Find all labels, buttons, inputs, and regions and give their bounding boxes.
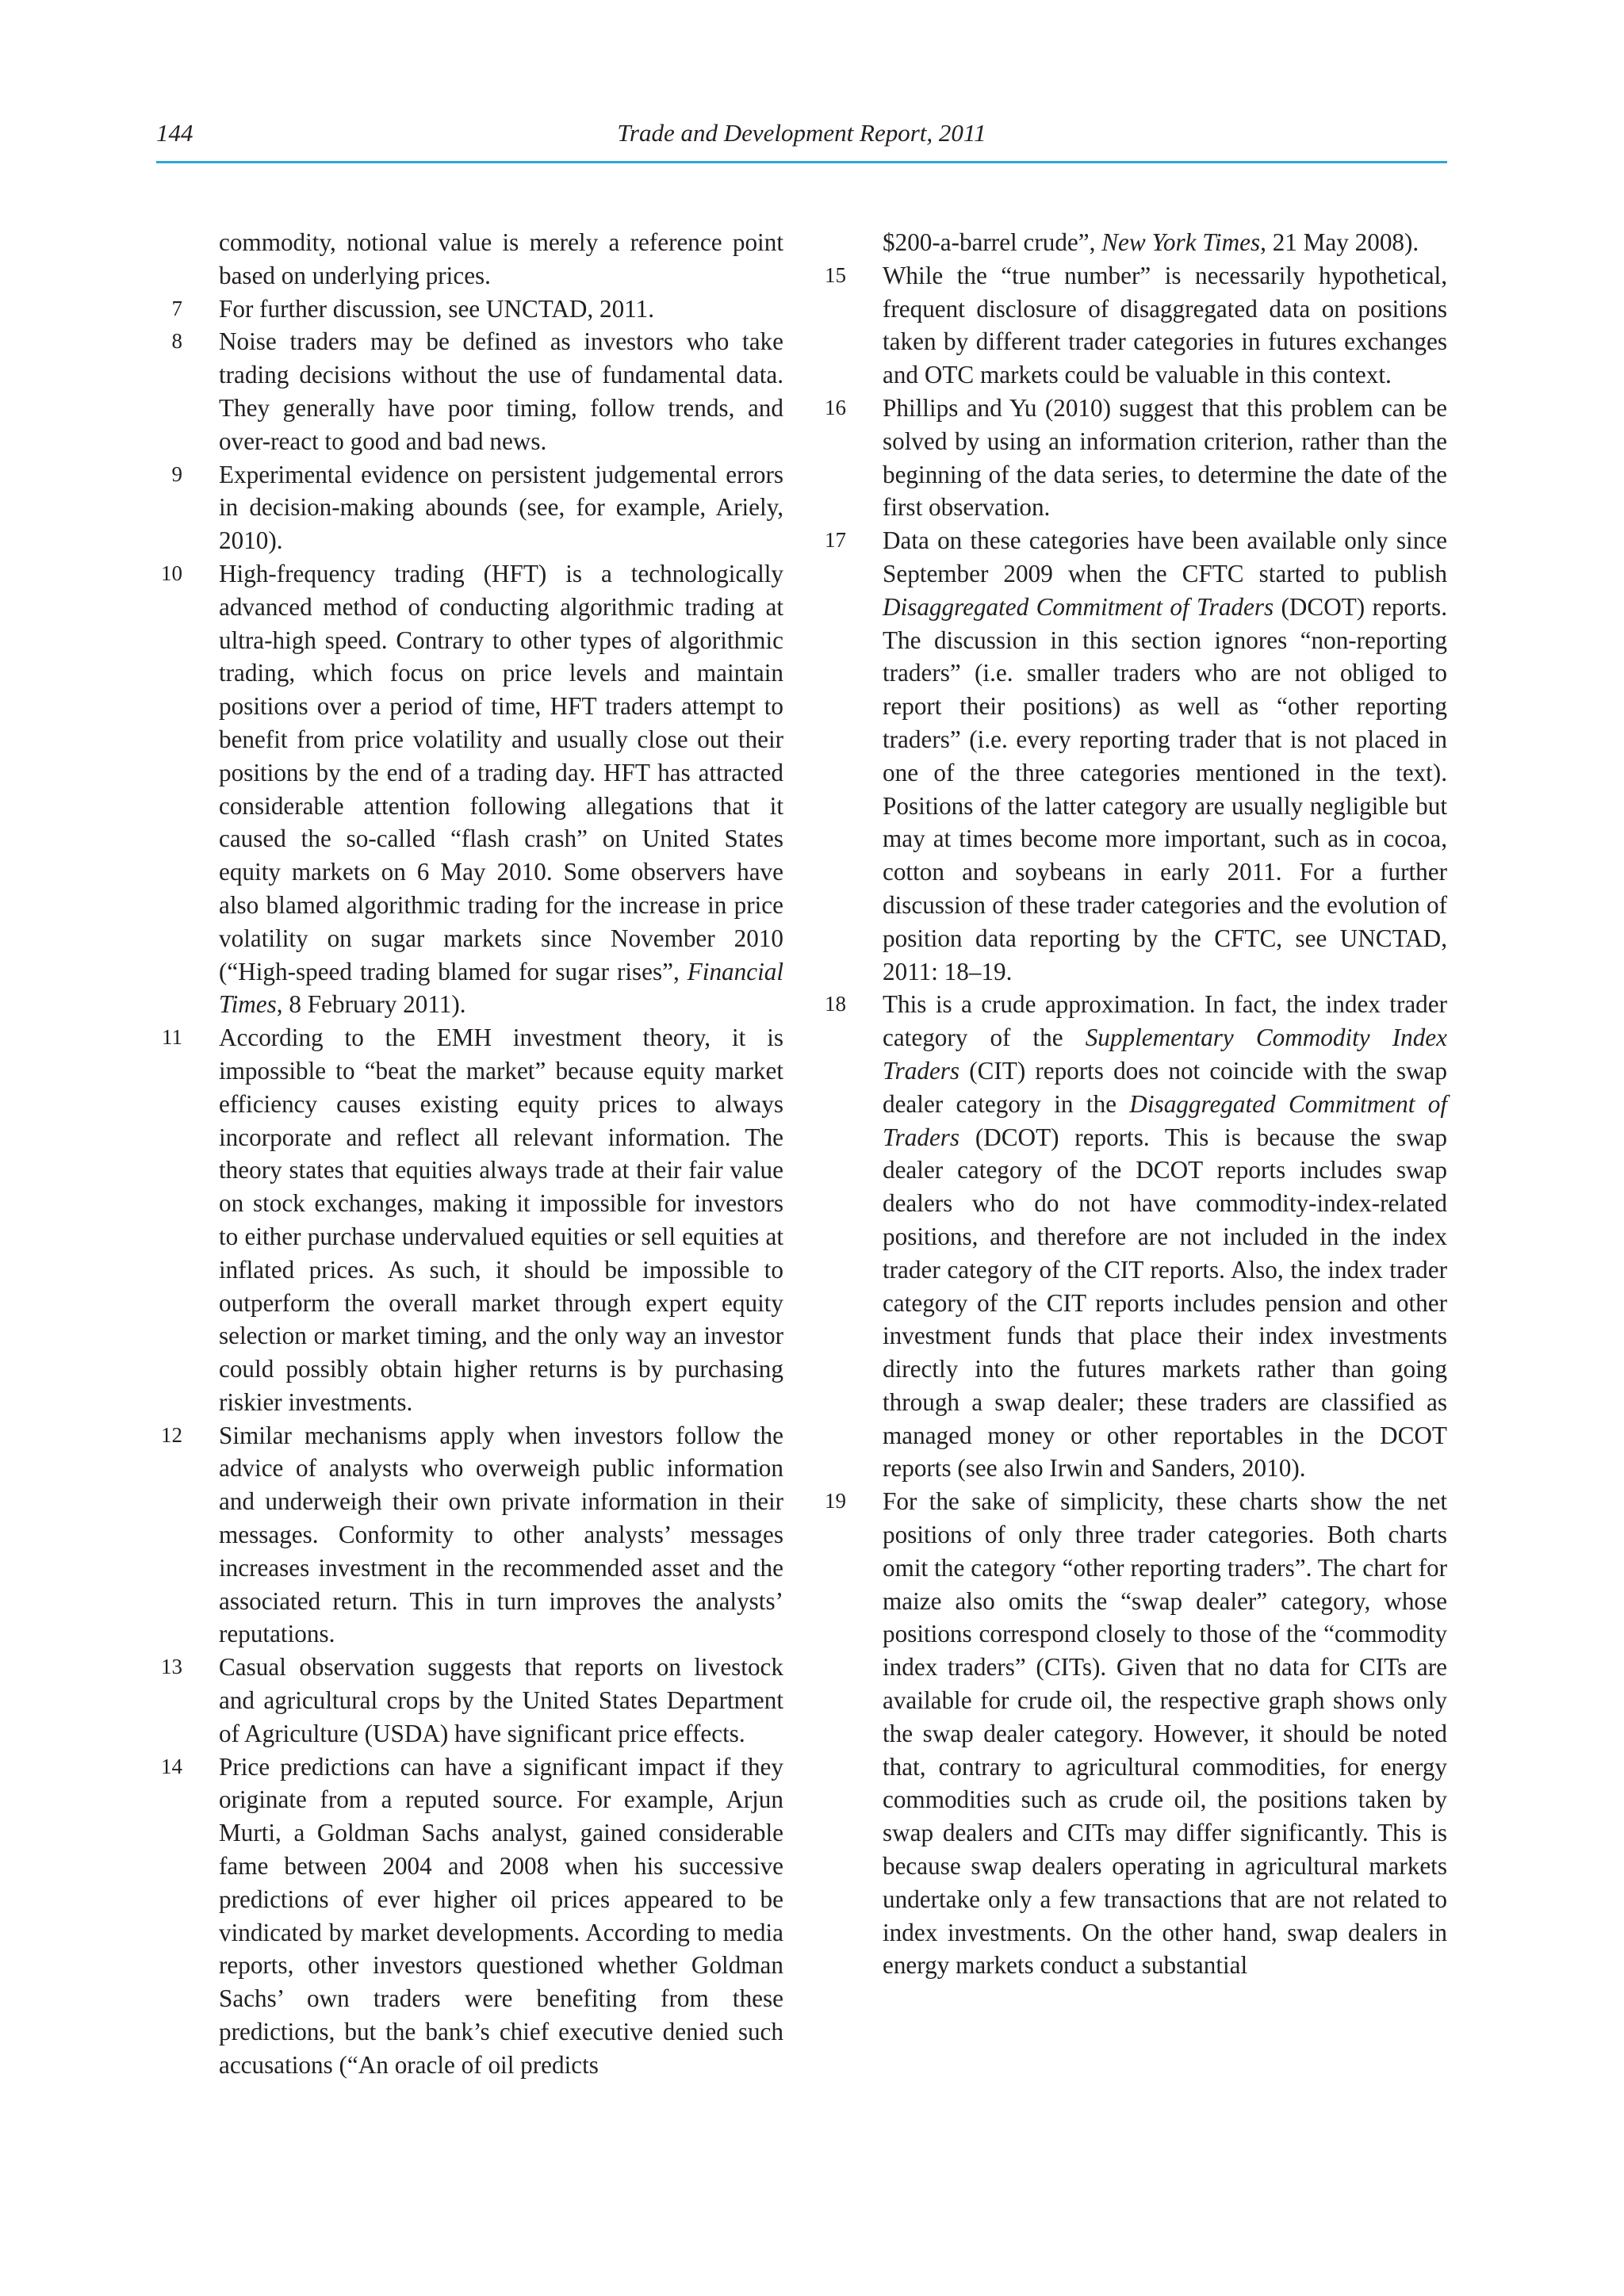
note-text-part: (CIT) reports does not coincide with the swap dealer category in the [883, 1056, 1447, 1118]
report-title: Disaggregated Commitment of Traders [883, 1089, 1447, 1151]
note-text: Casual observation suggests that reports on livestock and agricultural crops by the United States Department of Agriculture (USDA) have significant price effects. [219, 1653, 783, 1747]
note-text-part: $200-a-barrel crude”, [883, 228, 1102, 256]
note-text-part: , 8 February 2011). [276, 990, 466, 1019]
note-11 [157, 1021, 783, 1419]
note-text-part: (DCOT) reports. This is because the swap dealer category of the DCOT reports includes swap dealers who do not have commodity-index-related positions, and therefore are not included in the index trader category of the CIT reports. Also, the index trader category of the CIT reports includes pension and other investment funds that place their index investments directly into the futures markets rather than going through a swap dealer; these traders are classified as managed money or other reportables in the DCOT reports (see also Irwin and Sanders, 2010). [883, 1123, 1447, 1483]
note-number: 8 [171, 329, 182, 354]
note-13 [157, 1651, 783, 1750]
note-text: For the sake of simplicity, these charts show the net positions of only three trader categories. Both charts omit the category “other reporting traders”. The chart for maize also omits the “swap dealer” category, whose positions correspond closely to those of the “commodity index traders” (CITs). Given that no data for CITs are available for crude oil, the respective graph shows only the swap dealer category. However, it should be noted that, contrary to agricultural commodities, for energy commodities such as crude oil, the positions taken by swap dealers and CITs may differ significantly. This is because swap dealers operating in agricultural markets undertake only a few transactions that are not related to index investments. On the other hand, swap dealers in energy markets conduct a substantial [883, 1487, 1447, 1980]
note-number: 15 [825, 262, 846, 287]
note-text-part: (DCOT) reports. The discussion in this section ignores “non-reporting traders” (i.e. smaller traders who are not obliged to report their positions) as well as “other reporting traders” (i.e. every reporting trader that is not placed in one of the three categories mentioned in the text). Positions of the latter category are usually negligible but may at times become more important, such as in cocoa, cotton and soybeans in early 2011. For a further discussion of these trader categories and the evolution of position data reporting by the CFTC, see UNCTAD, 2011: 18–19. [883, 592, 1447, 985]
note-text [883, 226, 1447, 259]
note-number: 9 [171, 461, 182, 486]
note-8 [157, 325, 783, 457]
note-text: Experimental evidence on persistent judgemental errors in decision-making abounds (see, for example, Ariely, 2010). [219, 460, 783, 555]
note-number: 16 [825, 395, 846, 419]
note-text-part: High-frequency trading (HFT) is a technologically advanced method of conducting algorithmic trading at ultra-high speed. Contrary to other types of algorithmic trading, which focus on price levels and maintain positions over a period of time, HFT traders attempt to benefit from price volatility and usually close out their positions by the end of a trading day. HFT has attracted considerable attention following allegations that it caused the so-called “flash crash” on United States equity markets on 6 May 2010. Some observers have also blamed algorithmic trading for the increase in price volatility on sugar markets since November 2010 (“High-speed trading blamed for sugar rises”, [219, 559, 783, 985]
note-text: According to the EMH investment theory, it is impossible to “beat the market” because equity market efficiency causes existing equity prices to always incorporate and reflect all relevant information. The theory states that equities always trade at their fair value on stock exchanges, making it impossible for investors to either purchase undervalued equities or sell equities at inflated prices. As such, it should be impossible to outperform the overall market through expert equity selection or market timing, and the only way an investor could possibly obtain higher returns is by purchasing riskier investments. [219, 1024, 783, 1416]
note-text [883, 524, 1447, 988]
report-title: Supplementary Commodity Index Traders [883, 1024, 1447, 1085]
note-text: commodity, notional value is merely a reference point based on underlying prices. [219, 228, 783, 289]
note-continuation [821, 226, 1447, 259]
note-text: While the “true number” is necessarily hypothetical, frequent disclosure of disaggregated data on positions taken by different trader categories in futures exchanges and OTC markets could be valuable in this context. [883, 261, 1447, 389]
note-number: 7 [171, 296, 182, 320]
note-12 [157, 1419, 783, 1651]
note-10 [157, 557, 783, 1021]
note-text-part: , 21 May 2008). [1260, 228, 1419, 256]
note-9 [157, 458, 783, 557]
running-title: Trade and Development Report, 2011 [617, 119, 986, 147]
note-number: 13 [161, 1655, 182, 1679]
note-text: Price predictions can have a significant impact if they originate from a reputed source. For example, Arjun Murti, a Goldman Sachs analyst, gained considerable fame between 2004 and 2008 when his successive predictions of ever higher oil prices appeared to be vindicated by market developments. According to media reports, other investors questioned whether Goldman Sachs’ own traders were benefiting from these predictions, but the bank’s chief executive denied such accusations (“An oracle of oil predicts [219, 1752, 783, 2079]
note-18 [821, 988, 1447, 1485]
note-text-part: Data on these categories have been available only since September 2009 when the CFTC started to publish [883, 526, 1447, 587]
running-header [156, 109, 1447, 157]
note-continuation [157, 226, 783, 293]
note-number: 14 [161, 1754, 182, 1778]
note-7 [157, 293, 783, 326]
note-number: 12 [161, 1422, 182, 1447]
note-text: Similar mechanisms apply when investors follow the advice of analysts who overweigh public information and underweigh their own private information in their messages. Conformity to other analysts’ messages increases investment in the recommended asset and the associated return. This in turn improves the analysts’ reputations. [219, 1421, 783, 1648]
right-column [821, 226, 1447, 1982]
page-number: 144 [156, 119, 193, 147]
note-number: 11 [162, 1025, 182, 1050]
report-title: Disaggregated Commitment of Traders [883, 592, 1274, 621]
note-text [883, 988, 1447, 1485]
note-number: 10 [161, 561, 182, 585]
left-column [157, 226, 783, 2082]
note-text: Noise traders may be defined as investors who take trading decisions without the use of fundamental data. They generally have poor timing, follow trends, and over-react to good and bad news. [219, 327, 783, 455]
note-text-part: This is a crude approximation. In fact, the index trader category of the [883, 990, 1447, 1052]
note-19 [821, 1485, 1447, 1982]
publication-title: New York Times [1101, 228, 1261, 256]
publication-title: Financial Times [219, 957, 783, 1019]
note-number: 19 [825, 1489, 846, 1513]
note-text: Phillips and Yu (2010) suggest that this problem can be solved by using an information criterion, rather than the beginning of the data series, to determine the date of the first observation. [883, 393, 1447, 522]
note-number: 17 [825, 528, 846, 553]
note-text [219, 557, 783, 1021]
note-text: For further discussion, see UNCTAD, 2011. [219, 294, 654, 323]
note-17 [821, 524, 1447, 988]
note-14 [157, 1751, 783, 2082]
note-16 [821, 392, 1447, 524]
note-number: 18 [825, 992, 846, 1016]
header-rule [156, 161, 1447, 163]
note-15 [821, 259, 1447, 392]
